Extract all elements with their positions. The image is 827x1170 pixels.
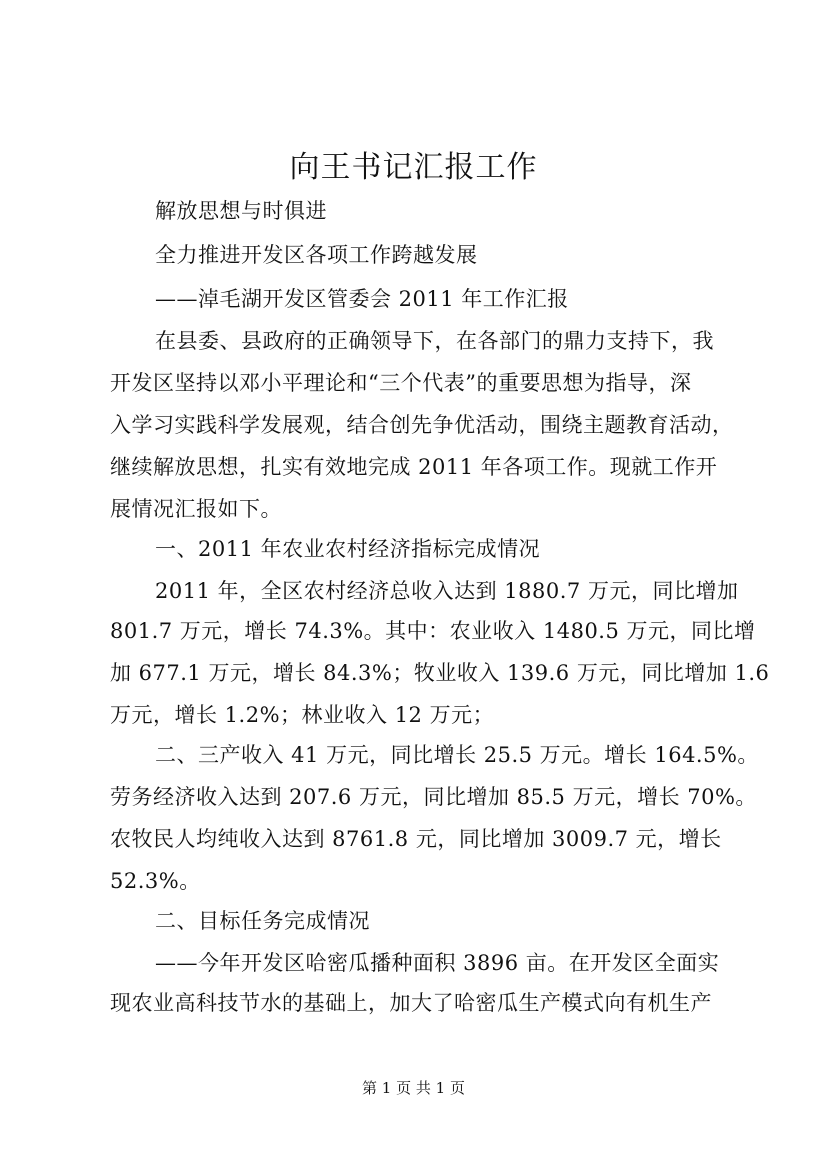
section-heading-2: 二、目标任务完成情况 [155, 909, 370, 933]
page-title: 向王书记汇报工作 [289, 150, 538, 185]
body-line: 加 677.1 万元，增长 84.3%；牧业收入 139.6 万元，同比增加 1.6 [110, 661, 770, 685]
body-line: 入学习实践科学发展观，结合创先争优活动，围绕主题教育活动， [110, 413, 734, 437]
body-line: 农牧民人均纯收入达到 8761.8 元，同比增加 3009.7 元，增长 [110, 827, 722, 851]
page-footer: 第 1 页 共 1 页 [362, 1079, 465, 1097]
body-line: ——今年开发区哈密瓜播种面积 3896 亩。在开发区全面实 [155, 951, 720, 975]
body-line: 现农业高科技节水的基础上，加大了哈密瓜生产模式向有机生产 [110, 991, 712, 1015]
body-line: 二、三产收入 41 万元，同比增长 25.5 万元。增长 164.5%。 [155, 743, 759, 767]
body-line: 在县委、县政府的正确领导下，在各部门的鼎力支持下，我 [155, 329, 714, 353]
body-line: 2011 年，全区农村经济总收入达到 1880.7 万元，同比增加 [155, 579, 739, 603]
body-line: 开发区坚持以邓小平理论和“三个代表”的重要思想为指导，深 [110, 371, 692, 395]
subtitle-line-1: 解放思想与时俱进 [155, 199, 327, 223]
body-line: 52.3%。 [110, 869, 201, 893]
body-line: 继续解放思想，扎实有效地完成 2011 年各项工作。现就工作开 [110, 455, 718, 479]
subtitle-line-2: 全力推进开发区各项工作跨越发展 [155, 243, 478, 267]
body-line: 万元，增长 1.2%；林业收入 12 万元； [110, 703, 495, 727]
body-line: 劳务经济收入达到 207.6 万元，同比增加 85.5 万元，增长 70%。 [110, 785, 757, 809]
body-line: 801.7 万元，增长 74.3%。其中：农业收入 1480.5 万元，同比增 [110, 619, 756, 643]
body-line: 展情况汇报如下。 [110, 497, 282, 521]
section-heading-1: 一、2011 年农业农村经济指标完成情况 [155, 537, 541, 561]
report-byline: ——淖毛湖开发区管委会 2011 年工作汇报 [155, 287, 569, 311]
